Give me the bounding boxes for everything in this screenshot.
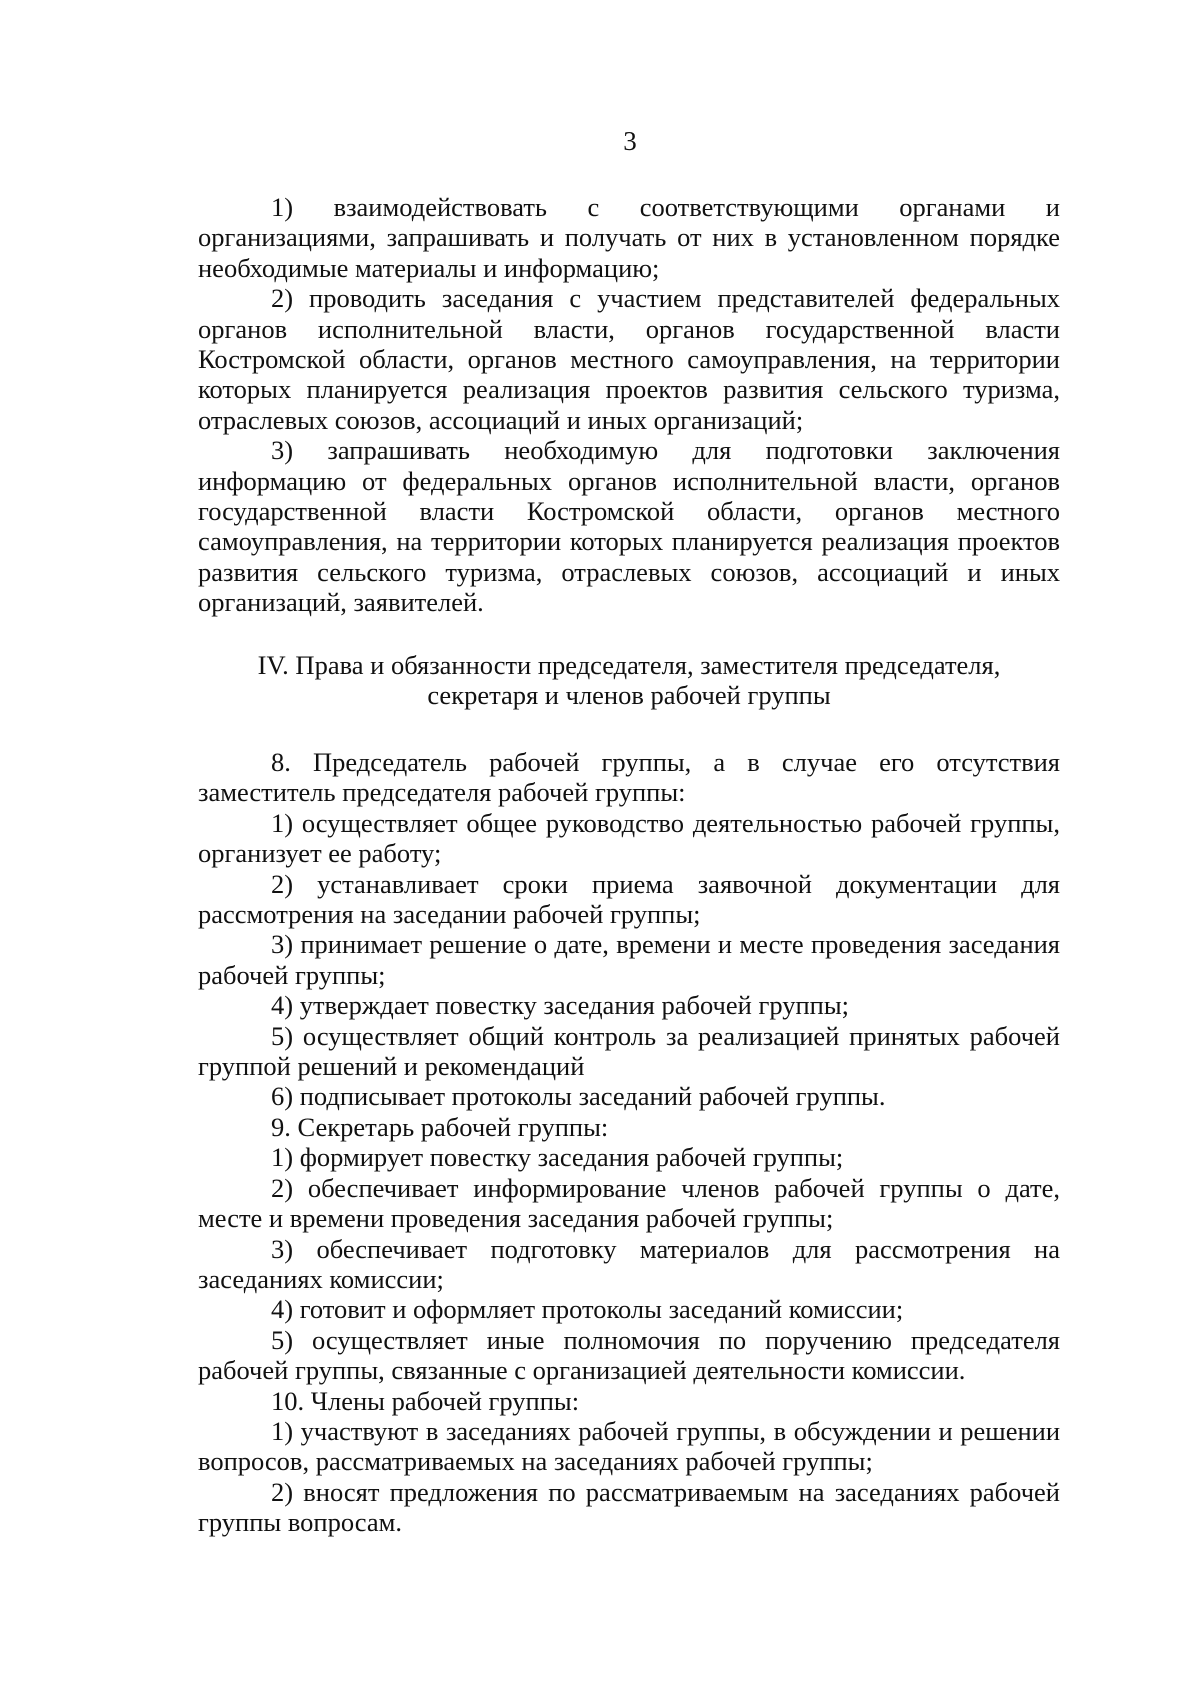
section-heading — [198, 650, 1060, 711]
paragraph: 3) обеспечивает подготовку материалов для рассмотрения на заседаниях комиссии; — [198, 1233, 1060, 1294]
paragraph: 5) осуществляет иные полномочия по поручению председателя рабочей группы, связанные с организацией деятельности комиссии. — [198, 1324, 1060, 1386]
paragraph: 2) устанавливает сроки приема заявочной документации для рассмотрения на заседании рабочей группы; — [198, 868, 1060, 930]
paragraph: 9. Секретарь рабочей группы: — [271, 1111, 609, 1142]
paragraph: 10. Члены рабочей группы: — [271, 1385, 580, 1416]
paragraph: 4) утверждает повестку заседания рабочей группы; — [271, 990, 850, 1021]
duties-list — [198, 747, 1060, 1538]
section-heading-line: секретаря и членов рабочей группы — [427, 680, 831, 711]
section-heading-line: IV. Права и обязанности председателя, заместителя председателя, — [257, 650, 1001, 680]
paragraph: 8. Председатель рабочей группы, а в случае его отсутствия заместитель председателя рабочей группы: — [198, 747, 1060, 808]
paragraph: 3) принимает решение о дате, времени и месте проведения заседания рабочей группы; — [198, 929, 1060, 990]
paragraph: 2) проводить заседания с участием представителей федеральных органов исполнительной власти, органов государственной власти Костромской области, органов местного самоуправления, на территории которых планируется реализация проектов развития сельского туризма, отраслевых союзов, ассоциаций и иных организаций; — [198, 283, 1060, 435]
page-number: 3 — [623, 126, 637, 156]
paragraph: 3) запрашивать необходимую для подготовки заключения информацию от федеральных органов исполнительной власти, органов государственной власти Костромской области, органов местного самоуправления, на территории которых планируется реализация проектов развития сельского туризма, отраслевых союзов, ассоциаций и иных организаций, заявителей. — [198, 435, 1060, 618]
rights-list — [198, 192, 1060, 618]
paragraph: 4) готовит и оформляет протоколы заседаний комиссии; — [271, 1294, 904, 1325]
paragraph: 1) формирует повестку заседания рабочей группы; — [271, 1142, 844, 1173]
paragraph: 5) осуществляет общий контроль за реализацией принятых рабочей группой решений и рекомендаций — [198, 1020, 1060, 1082]
paragraph: 6) подписывает протоколы заседаний рабочей группы. — [271, 1081, 886, 1112]
paragraph: 2) вносят предложения по рассматриваемым на заседаниях рабочей группы вопросам. — [198, 1476, 1060, 1538]
paragraph: 2) обеспечивает информирование членов рабочей группы о дате, месте и времени проведения заседания рабочей группы; — [198, 1172, 1060, 1234]
paragraph: 1) участвуют в заседаниях рабочей группы, в обсуждении и решении вопросов, рассматриваемых на заседаниях рабочей группы; — [198, 1415, 1060, 1477]
paragraph: 1) осуществляет общее руководство деятельностью рабочей группы, организует ее работу; — [198, 807, 1060, 869]
paragraph: 1) взаимодействовать с соответствующими органами и организациями, запрашивать и получать от них в установленном порядке необходимые материалы и информацию; — [198, 192, 1060, 283]
